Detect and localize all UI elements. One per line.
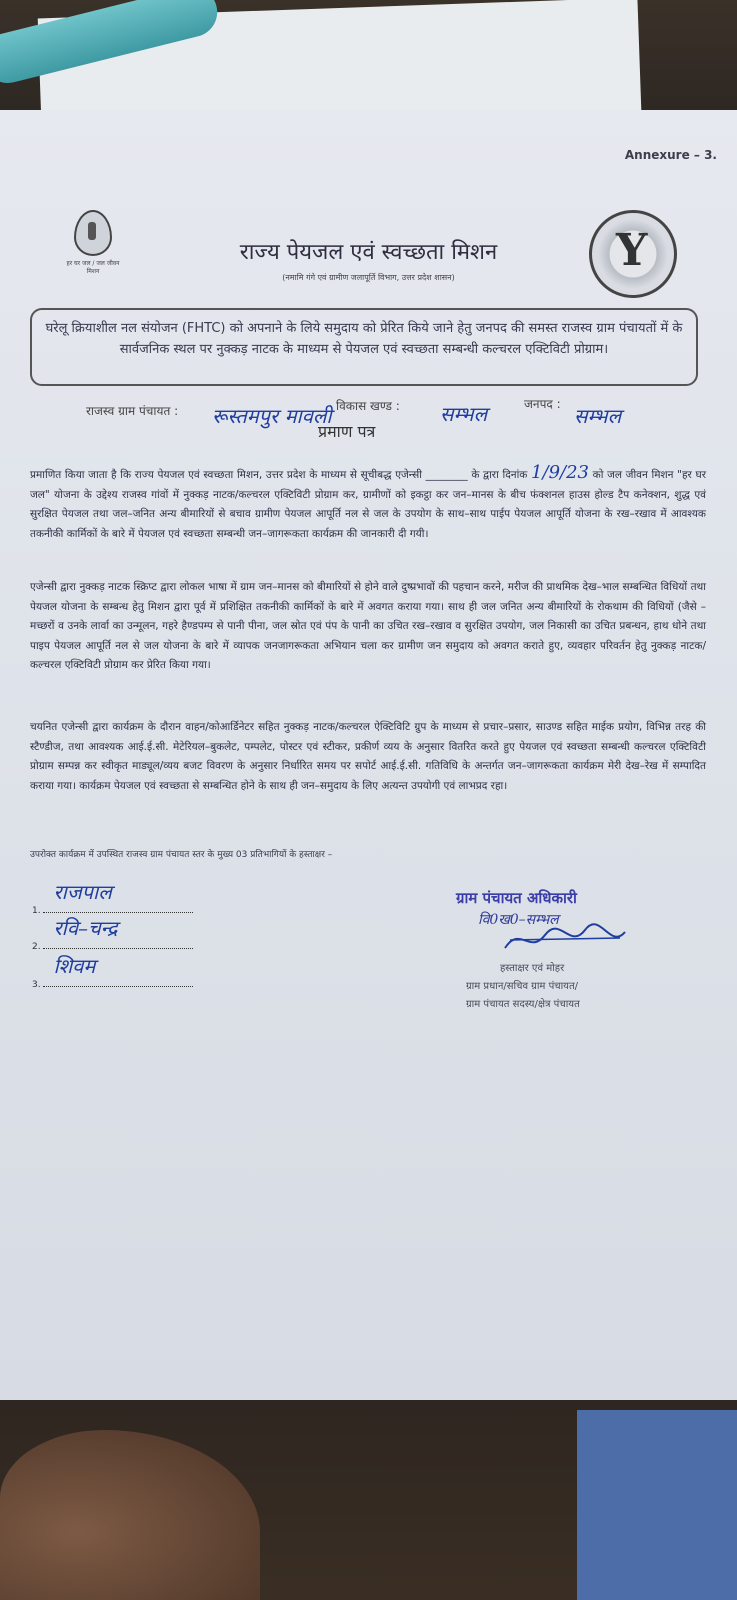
- boxed-heading: घरेलू क्रियाशील नल संयोजन (FHTC) को अपनाने के लिये समुदाय को प्रेरित किये जाने हेतु जनपद की समस्त राजस्व ग्राम पंचायतों में के सार्वजनिक स्थल पर नुक्कड़ नाटक के माध्यम से पेयजल एवं स्वच्छता सम्बन्धी कल्चरल एक्टिविटी प्रोग्राम।: [30, 308, 698, 386]
- paragraph-1: [30, 463, 706, 544]
- participant-3-signature: शिवम: [53, 954, 96, 978]
- vikas-khand-label: विकास खण्ड :: [336, 399, 400, 413]
- vikas-khand-value: सम्भल: [440, 402, 488, 426]
- participants-note: उपरोक्त कार्यक्रम में उपस्थित राजस्व ग्राम पंचायत स्तर के मुख्य 03 प्रतिभागियों के हस्ताक्षर –: [30, 850, 333, 860]
- blue-object: [577, 1410, 737, 1600]
- officer-title: ग्राम पंचायत अधिकारी: [456, 889, 577, 907]
- logo-caption: हर घर जल / जल जीवन मिशन: [66, 260, 120, 275]
- officer-stamp: वि0ख0–सम्भल: [478, 912, 559, 928]
- janpad-value: सम्भल: [574, 404, 622, 428]
- participant-2: 2. रवि–चन्द्र: [32, 934, 193, 952]
- seal-line-2: ग्राम प्रधान/सचिव ग्राम पंचायत/: [466, 981, 579, 992]
- certificate-title: प्रमाण पत्र: [318, 422, 376, 441]
- seal-line-1: हस्ताक्षर एवं मोहर: [500, 963, 565, 974]
- paragraph-1-b: को जल जीवन मिशन "हर घर जल" योजना के उद्देश्य राजस्व गांवों में नुक्कड़ नाटक/कल्चरल एक्टिविटी प्रोग्राम कर, ग्रामीणों को इकट्ठा कर जन–मानस के बीच फंक्शनल हाउस होल्ड टैप कनेक्शन, शुद्ध एवं सुरक्षित पेयजल तथा जल–जनित अन्य बीमारियों से बचाव ग्रामीण पेयजल आपूर्ति नल से जल के उपयोग के साथ–साथ पाईप पेयजल आपूर्ति योजना के रख–रखाव में आवश्यक तकनीकी कार्मिकों के बारे में पेयजल एवं स्वच्छता सम्बन्धी जन–जागरूकता कार्यक्रम की जानकारी दी गयी।: [30, 469, 706, 540]
- date-value: 1/9/23: [531, 462, 589, 483]
- annexure-label: Annexure – 3.: [624, 148, 717, 162]
- page-subtitle: (नमामि गंगे एवं ग्रामीण जलापूर्ति विभाग, उत्तर प्रदेश शासन): [282, 273, 455, 282]
- gram-panchayat-label: राजस्व ग्राम पंचायत :: [86, 404, 179, 418]
- page-title: राज्य पेयजल एवं स्वच्छता मिशन: [239, 240, 498, 265]
- janpad-label: जनपद :: [524, 397, 561, 411]
- paragraph-1-a: प्रमाणित किया जाता है कि राज्य पेयजल एवं स्वच्छता मिशन, उत्तर प्रदेश के माध्यम से सूचीबद्ध एजेन्सी ________ के द्वारा दिनांक: [30, 469, 528, 481]
- paragraph-3: चयनित एजेन्सी द्वारा कार्यक्रम के दौरान वाहन/कोआर्डिनेटर सहित नुक्कड़ नाटक/कल्चरल ऐक्टिविटि ग्रुप के माध्यम से प्रचार–प्रसार, साउण्ड सहित माईक प्रयोग, विभिन्न तरह की स्टैण्डीज, तथा आवश्यक आई.ई.सी. मेटेरियल–बुकलेट, पम्पलेट, पोस्टर एवं स्टीकर, प्रकीर्ण व्यय के अनुसार वितरित करते हुए पेयजल एवं स्वच्छता सम्बन्धी कल्चरल एक्टिविटी प्रोग्राम सम्पन्न कर स्वीकृत माड्यूल/व्यय बजट विवरण के अनुसार निर्धारित समय पर सपोर्ट आई.ई.सी. गतिविधि के अन्तर्गत जन–जागरूकता कार्यक्रम मेरी देख–रेख में सम्पादित कराया गया। कार्यक्रम पेयजल एवं स्वच्छता से सम्बन्धित होने के साथ ही जन–समुदाय के लिए अत्यन्त उपयोगी एवं लाभप्रद रहा।: [30, 721, 706, 792]
- participant-2-signature: रवि–चन्द्र: [53, 916, 118, 940]
- participant-1-signature: राजपाल: [53, 880, 112, 904]
- gram-panchayat-value: रूस्तमपुर मावली: [212, 404, 332, 428]
- paragraph-2: एजेन्सी द्वारा नुक्कड़ नाटक स्क्रिप्ट द्वारा लोकल भाषा में ग्राम जन–मानस को बीमारियों से होने वाले दुष्प्रभावों की पहचान करने, मरीज की प्राथमिक देख–भाल सम्बन्धित विधियों तथा पेयजल योजना के सम्बन्ध हेतु मिशन द्वारा पूर्व में प्रशिक्षित तकनीकी कार्मिकों के बारे में अवगत कराया गया। साथ ही जल जनित अन्य बीमारियों के रोकथाम की विधियों (जैसे –मच्छरों व उनके लार्वा का उन्मूलन, गहरे हैण्डपम्प से पानी पीना, जल स्रोत एवं पंप के पानी का उचित रख–रखाव व सुरक्षित उपयोग, जल निकासी का उचित प्रबन्धन, हाथ धोने तथा पाइप पेयजल आपूर्ति नल से जल योजना के बारे में व्यापक जनजागरूकता अभियान चला कर ग्रामीण जन समुदाय को अवगत कराते हुए, व्यवहार परिवर्तन हेतु नुक्कड़ नाटक/कल्चरल एक्टिविटी प्रोग्राम कर प्रेरित किया गया।: [30, 581, 706, 671]
- seal-line-3: ग्राम पंचायत सदस्य/क्षेत्र पंचायत: [466, 999, 580, 1010]
- officer-signature: [500, 920, 630, 960]
- participant-3: 3. शिवम: [32, 972, 193, 990]
- participant-1: 1. राजपाल: [32, 898, 193, 916]
